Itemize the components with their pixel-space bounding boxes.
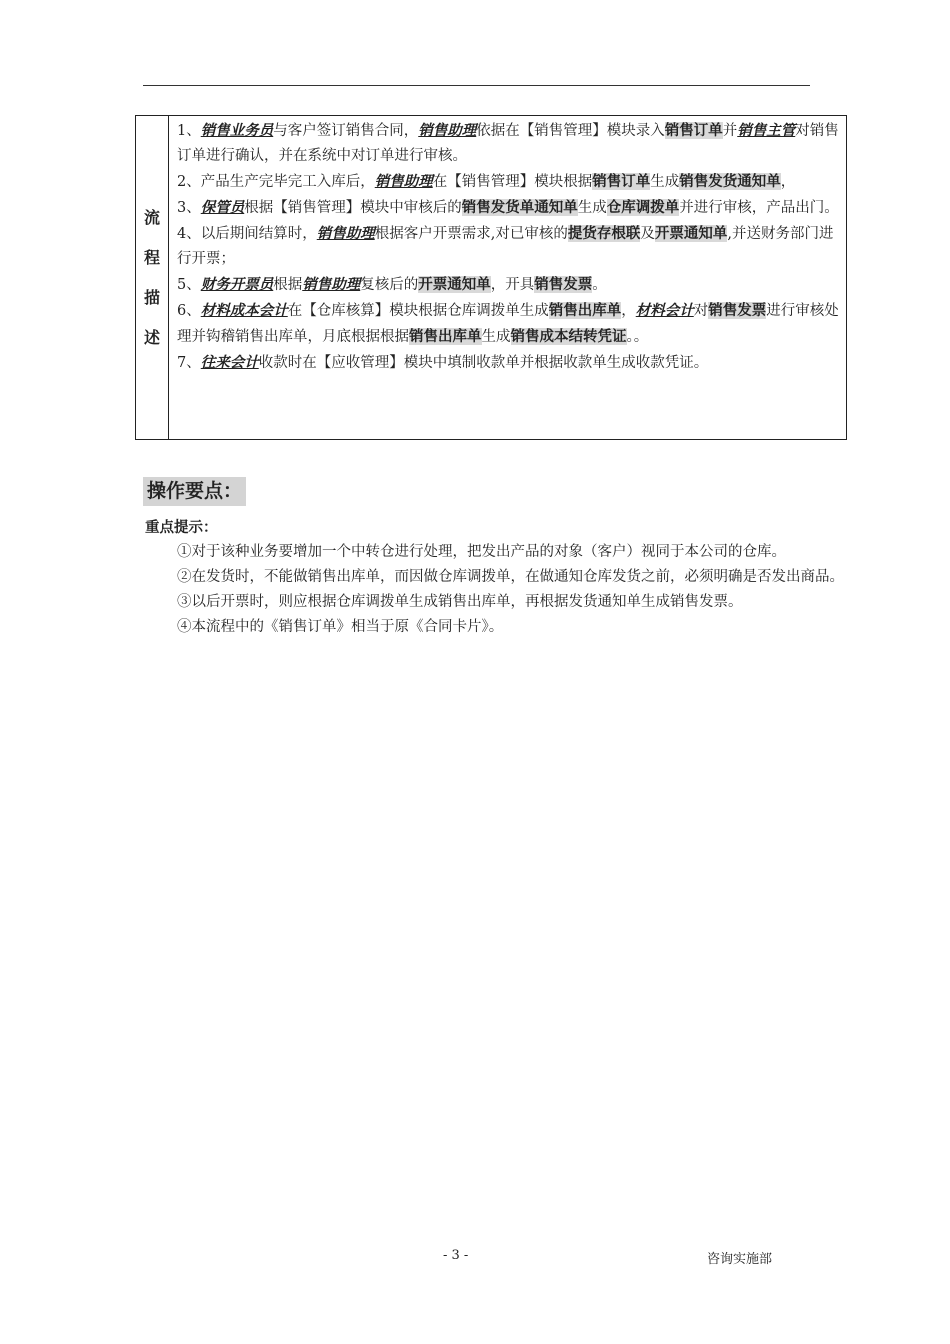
step-text: 2、产品生产完毕完工入库后， (177, 174, 375, 190)
process-step (177, 350, 840, 376)
label-char: 描 (143, 287, 160, 307)
page-number: - 3 - (443, 1248, 469, 1263)
document-name: 销售发票 (708, 302, 767, 319)
process-steps (169, 116, 846, 439)
label-char: 流 (143, 207, 160, 227)
step-text: 根据【销售管理】模块中审核后的 (244, 200, 462, 216)
key-points-list (177, 540, 849, 640)
document-name: 销售成本结转凭证 (510, 328, 627, 345)
step-text: 及 (640, 226, 655, 242)
role-name: 保管员 (200, 199, 245, 216)
process-step (177, 118, 840, 169)
key-point: ①对于该种业务要增加一个中转仓进行处理，把发出产品的对象（客户）视同于本公司的仓库。 (177, 544, 786, 560)
key-point: ④本流程中的《销售订单》相当于原《合同卡片》。 (177, 619, 504, 635)
document-name: 开票通知单 (654, 225, 728, 242)
section-title: 操作要点： (143, 477, 246, 506)
role-name: 销售助理 (316, 225, 375, 242)
header-rule (143, 85, 810, 86)
step-text: 与客户签订销售合同， (273, 123, 419, 139)
step-text: ,并送财务部门进行开票； (177, 226, 834, 267)
step-text: 生成 (577, 200, 607, 216)
role-name: 销售助理 (418, 122, 477, 139)
document-name: 销售订单 (592, 173, 651, 190)
step-text: 根据客户开票需求,对已审核的 (374, 226, 568, 242)
step-text: 并 (722, 123, 738, 139)
role-name: 财务开票员 (200, 276, 274, 293)
role-name: 销售助理 (302, 276, 361, 293)
step-text: 。 (592, 277, 607, 293)
step-text: 生成 (650, 174, 680, 190)
step-text: 根据 (273, 277, 303, 293)
key-points-title: 重点提示： (145, 519, 218, 536)
key-point: ③以后开票时，则应根据仓库调拨单生成销售出库单，再根据发货通知单生成销售发票。 (177, 594, 743, 610)
step-text: ， (621, 303, 636, 319)
role-name: 销售主管 (737, 122, 796, 139)
document-name: 销售发货通知单 (679, 173, 781, 190)
step-text: 5、 (177, 277, 201, 293)
step-text: 并进行审核，产品出门。 (679, 200, 839, 216)
step-text: 。。 (626, 329, 649, 345)
step-text: 对销售订单进行确认，并在系统中对订单进行审核。 (177, 123, 839, 164)
document-name: 仓库调拨单 (606, 199, 680, 216)
step-text: 1、 (177, 123, 201, 139)
step-text: 依据在【销售管理】模块录入 (476, 123, 665, 139)
step-text: ， (780, 174, 796, 190)
step-text: 复核后的 (360, 277, 419, 293)
process-step (177, 195, 840, 221)
document-name: 销售出库单 (548, 302, 622, 319)
step-text: 对 (693, 303, 709, 319)
document-name: 开票通知单 (418, 276, 491, 293)
process-description-table (135, 115, 847, 440)
step-text: 生成 (481, 329, 511, 345)
label-char: 述 (143, 327, 160, 347)
document-name: 提货存根联 (567, 225, 641, 242)
step-text: 3、 (177, 200, 201, 216)
label-char: 程 (143, 247, 160, 267)
step-text: ，开具 (490, 277, 535, 293)
document-name: 销售发票 (534, 276, 593, 293)
key-point: ②在发货时，不能做销售出库单，而因做仓库调拨单，在做通知仓库发货之前，必须明确是否发出商品。 (177, 569, 844, 585)
document-name: 销售发货单通知单 (461, 199, 578, 216)
process-step (177, 298, 840, 350)
step-text: 收款时在【应收管理】模块中填制收款单并根据收款单生成收款凭证。 (258, 355, 709, 371)
process-description-label (136, 116, 169, 439)
role-name: 材料成本会计 (200, 302, 288, 319)
process-step (177, 169, 840, 195)
role-name: 材料会计 (635, 302, 694, 319)
step-text: 在【仓库核算】模块根据仓库调拨单生成 (287, 303, 549, 319)
footer-department: 咨询实施部 (707, 1252, 773, 1267)
role-name: 往来会计 (200, 354, 259, 371)
step-text: 4、以后期间结算时， (177, 226, 317, 242)
step-text: 在【销售管理】模块根据 (432, 174, 593, 190)
role-name: 销售助理 (374, 173, 433, 190)
role-name: 销售业务员 (200, 122, 274, 139)
step-text: 7、 (177, 355, 201, 371)
step-text: 6、 (177, 303, 201, 319)
document-name: 销售订单 (664, 122, 723, 139)
process-step (177, 221, 840, 272)
process-step (177, 272, 840, 298)
document-name: 销售出库单 (409, 328, 482, 345)
step-text: 进行审核处理并钩稽销售出库单，月底根据根据 (177, 303, 839, 345)
